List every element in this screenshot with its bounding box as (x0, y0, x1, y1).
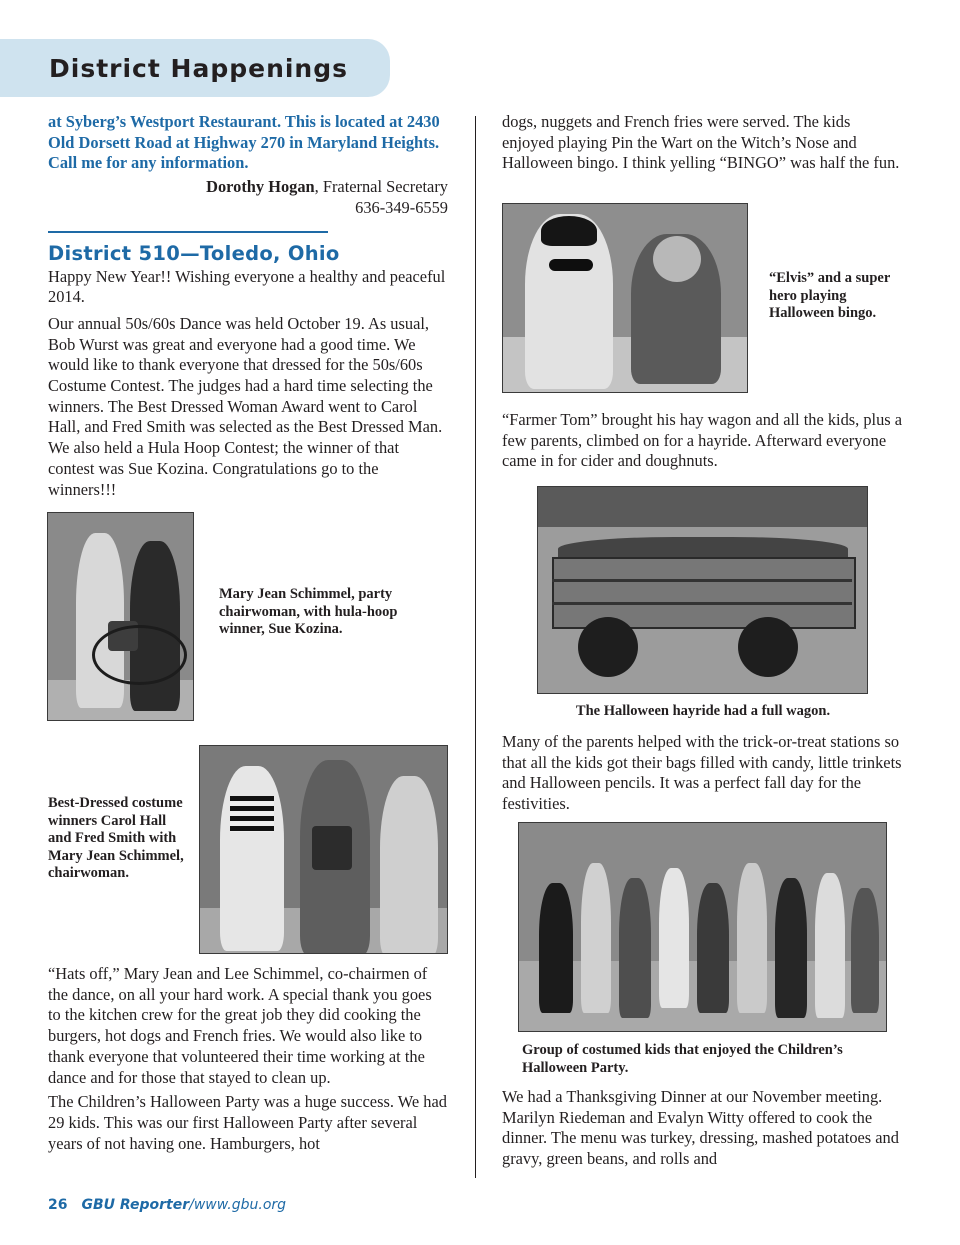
best-dressed-caption: Best-Dressed costume winners Carol Hall and Fred Smith with Mary Jean Schimmel, chairwoman. (48, 795, 184, 881)
restaurant-info-text: at Syberg’s Westport Restaurant. This is located at 2430 Old Dorsett Road at Highway 270 in Maryland Heights. Call me for any information. (48, 112, 440, 173)
left-column (48, 112, 448, 500)
dance-paragraph: Our annual 50s/60s Dance was held October 19. As usual, Bob Wurst was great and everyone had a good time. We would like to thank everyone that dressed for the 50s/60s Costume Contest. The judges had a hard time selecting the winners. The Best Dressed Woman Award went to Carol Hall, and Fred Smith was selected as the Best Dressed Man. We also held a Hula Hoop Contest; the winner of that contest was Sue Kozina. Congratulations go to the winners!!! (48, 313, 443, 499)
signature-name: Dorothy Hogan (206, 177, 315, 197)
signature-phone: 636-349-6559 (355, 197, 448, 217)
thanksgiving-paragraph: We had a Thanksgiving Dinner at our November meeting. Marilyn Riedeman and Evalyn Witty offered to cook the dinner. The menu was turkey, dressing, mashed potatoes and gravy, green beans, and rolls and (502, 1087, 899, 1169)
right-column (502, 112, 904, 174)
signature-role: , Fraternal Secretary (314, 177, 448, 197)
page-number: 26 (48, 1197, 68, 1213)
hayride-paragraph: “Farmer Tom” brought his hay wagon and all the kids, plus a few parents, climbed on for a hayride. Afterward everyone came in for cider and doughnuts. (502, 410, 903, 471)
halloween-party-paragraph: The Children’s Halloween Party was a huge success. We had 29 kids. This was our first Halloween Party after several years of not having one. Hamburgers, hot (48, 1092, 447, 1153)
page-footer (48, 1197, 286, 1213)
costumed-kids-group-photo (518, 822, 887, 1032)
elvis-caption: “Elvis” and a super hero playing Halloween bingo. (769, 270, 891, 321)
hula-hoop-winner-photo (47, 512, 194, 721)
greeting-paragraph: Happy New Year!! Wishing everyone a healthy and peaceful 2014. (48, 266, 446, 307)
group-photo-caption: Group of costumed kids that enjoyed the Children’s Halloween Party. (522, 1042, 843, 1076)
hayride-wagon-photo (537, 486, 868, 694)
left-column-continued (48, 964, 448, 1154)
publication-url: /www.gbu.org (189, 1197, 287, 1213)
elvis-bingo-photo (502, 203, 748, 393)
section-divider (48, 231, 328, 233)
trick-or-treat-text-block (502, 732, 904, 815)
signature-block (48, 177, 448, 218)
best-dressed-winners-photo (199, 745, 448, 954)
trick-or-treat-paragraph: Many of the parents helped with the trick-or-treat stations so that all the kids got their bags filled with candy, little trinkets and Halloween pencils. It was a perfect fall day for the festivities. (502, 732, 902, 814)
column-divider (475, 116, 476, 1178)
district-heading: District 510—Toledo, Ohio (48, 241, 340, 265)
thanksgiving-text-block (502, 1087, 904, 1170)
hula-hoop-caption: Mary Jean Schimmel, party chairwoman, with hula-hoop winner, Sue Kozina. (219, 586, 398, 637)
party-food-paragraph: dogs, nuggets and French fries were served. The kids enjoyed playing Pin the Wart on the Witch’s Nose and Halloween bingo. I think yelling “BINGO” was half the fun. (502, 112, 900, 173)
thanks-paragraph: “Hats off,” Mary Jean and Lee Schimmel, co-chairmen of the dance, on all your hard work. A special thank you goes to the kitchen crew for the great job they did cooking the burgers, hot dogs and French fries. We would also like to thank everyone that volunteered their time working at the dance and for those that stayed to clean up. (48, 964, 432, 1087)
publication-name: GBU Reporter (81, 1197, 190, 1213)
hayride-text-block (502, 410, 904, 472)
section-title: District Happenings (49, 54, 349, 83)
hayride-caption: The Halloween hayride had a full wagon. (575, 703, 831, 719)
